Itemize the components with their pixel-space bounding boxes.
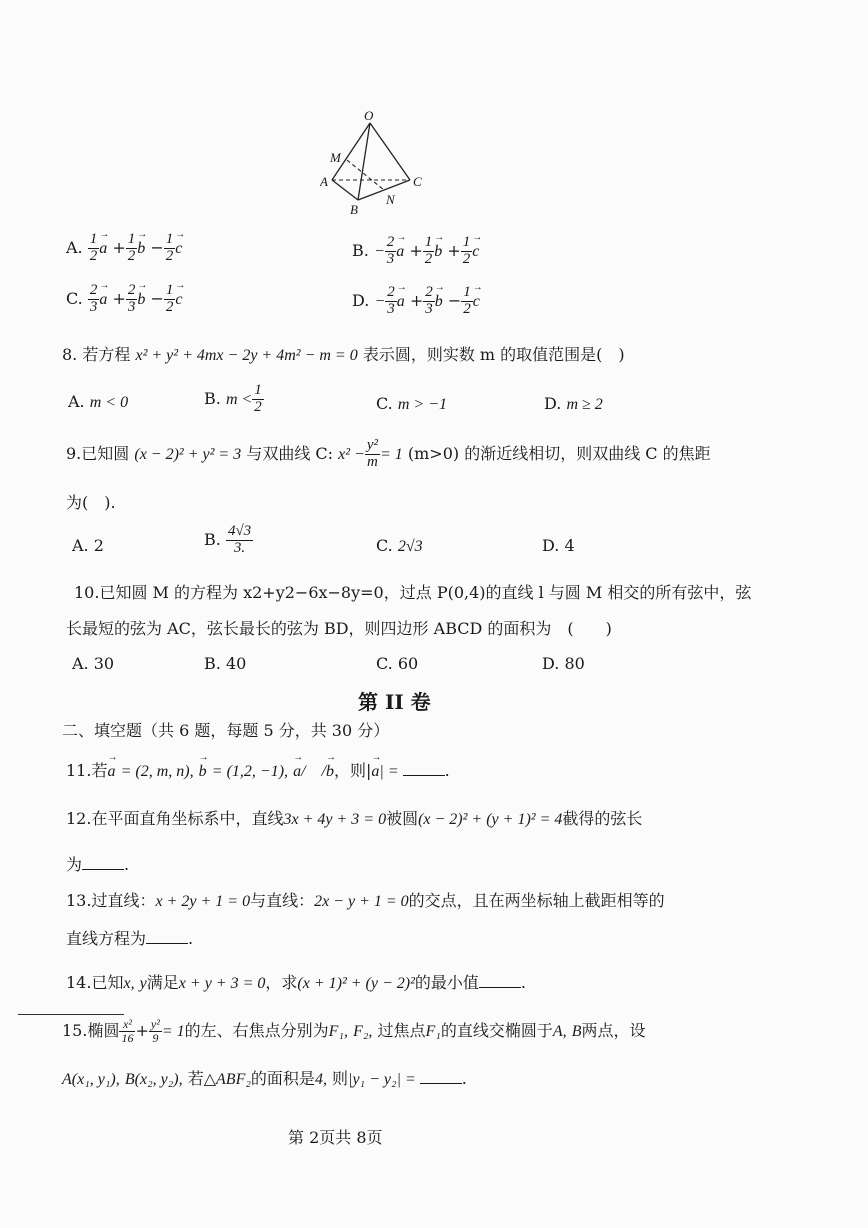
q7-option-b: B. − $\frac{2}{3}$ → a + $\frac{1}{2}$ → b + $\frac{1}{2}$ → c <box>352 235 479 268</box>
q10-option-c: C. 60 <box>376 654 419 673</box>
q9-option-c: C. 2√3 <box>376 536 423 555</box>
edge-AB <box>332 180 358 200</box>
q9-option-d: D. 4 <box>542 536 575 555</box>
q10-option-a: A. 30 <box>72 654 115 673</box>
label-N: N <box>386 192 395 207</box>
label-C: C <box>413 174 422 189</box>
q9-stem-line1: 9.已知圆 (x − 2)² + y² = 3 与双曲线 C: x² − $\frac{\text{y²}}{m}$ = 1 (m>0) 的渐近线相切，则双曲线 C 的焦距 <box>66 437 711 470</box>
q10-option-b: B. 40 <box>204 654 247 673</box>
q9-option-a: A. 2 <box>72 536 104 555</box>
q10-option-d: D. 80 <box>542 654 585 673</box>
label-O: O <box>364 108 374 123</box>
q10-stem-line1: 10.已知圆 M 的方程为 x2+y2−6x−8y=0，过点 P(0,4)的直线 l 与圆 M 相交的所有弦中，弦 <box>74 583 752 602</box>
label-M: M <box>330 150 341 165</box>
q14-stem: 14.已知x, y满足x + y + 3 = 0，求(x + 1)² + (y − 2)²的最小值 . <box>66 973 527 992</box>
margin-rule <box>18 1014 124 1015</box>
q12-answer-blank[interactable] <box>82 855 124 870</box>
page-footer: 第 2页共 8页 <box>288 1128 383 1147</box>
q7-option-a: A. $\frac{1}{2}$ → a + $\frac{1}{2}$ → b − $\frac{1}{2}$ → c <box>66 232 182 265</box>
q11-stem: 11.若→ a = (2, m, n), → b = (1,2, −1), → a/ /→ b，则|→ a| = . <box>66 758 450 781</box>
q15-stem-line1: 15.椭圆 $\frac{\text{x²}}{16}$ + $\frac{\text{y²}}{9}$ = 1的左、右焦点分别为F₁, F₂, 过焦点F₁的直线交椭圆于A, B两点，设 <box>62 1017 646 1045</box>
q8-stem: 8. 若方程 x² + y² + 4mx − 2y + 4m² − m = 0 表示圆，则实数 m 的取值范围是( ) <box>62 345 625 364</box>
q8-option-c: C. m > −1 <box>376 394 448 413</box>
label-A: A <box>320 174 328 189</box>
q12-stem-line2: 为 . <box>66 855 130 874</box>
q13-stem-line2: 直线方程为 . <box>66 929 194 948</box>
q14-answer-blank[interactable] <box>479 973 521 988</box>
edge-OC <box>370 123 410 180</box>
q15-answer-blank[interactable] <box>420 1069 462 1084</box>
q7-option-d: D. − $\frac{2}{3}$ → a + $\frac{2}{3}$ → b − $\frac{1}{2}$ → c <box>352 285 480 318</box>
q13-stem-line1: 13.过直线：x + 2y + 1 = 0与直线：2x − y + 1 = 0的交点，且在两坐标轴上截距相等的 <box>66 891 665 910</box>
label-B: B <box>350 202 358 217</box>
q7-option-c: C. $\frac{2}{3}$ → a + $\frac{2}{3}$ → b − $\frac{1}{2}$ → c <box>66 283 182 316</box>
q8-option-a: A. m < 0 <box>68 392 129 411</box>
edge-OB <box>358 123 370 200</box>
q9-option-b: B. $\frac{4√3}{3.}$ <box>204 523 252 556</box>
tetrahedron-figure <box>320 108 430 220</box>
section2-header: 二、填空题（共 6 题，每题 5 分，共 30 分） <box>62 721 390 740</box>
q9-stem-line2: 为( ). <box>66 493 116 512</box>
q10-stem-line2: 长最短的弦为 AC，弦长最长的弦为 BD，则四边形 ABCD 的面积为 ( ) <box>66 619 612 638</box>
section-title: 第 II 卷 <box>358 690 431 714</box>
segment-MN-hidden <box>347 160 384 190</box>
q11-answer-blank[interactable] <box>403 761 445 776</box>
q13-answer-blank[interactable] <box>146 929 188 944</box>
q8-option-d: D. m ≥ 2 <box>544 394 603 413</box>
q8-option-b: B. m < $\frac{1}{2}$ <box>204 382 262 415</box>
q12-stem-line1: 12.在平面直角坐标系中，直线3x + 4y + 3 = 0被圆(x − 2)² + (y + 1)² = 4截得的弦长 <box>66 809 643 828</box>
q15-stem-line2: A(x₁, y₁), B(x₂, y₂), 若△ABF₂的面积是4, 则|y₁ − y₂| = . <box>62 1069 467 1088</box>
